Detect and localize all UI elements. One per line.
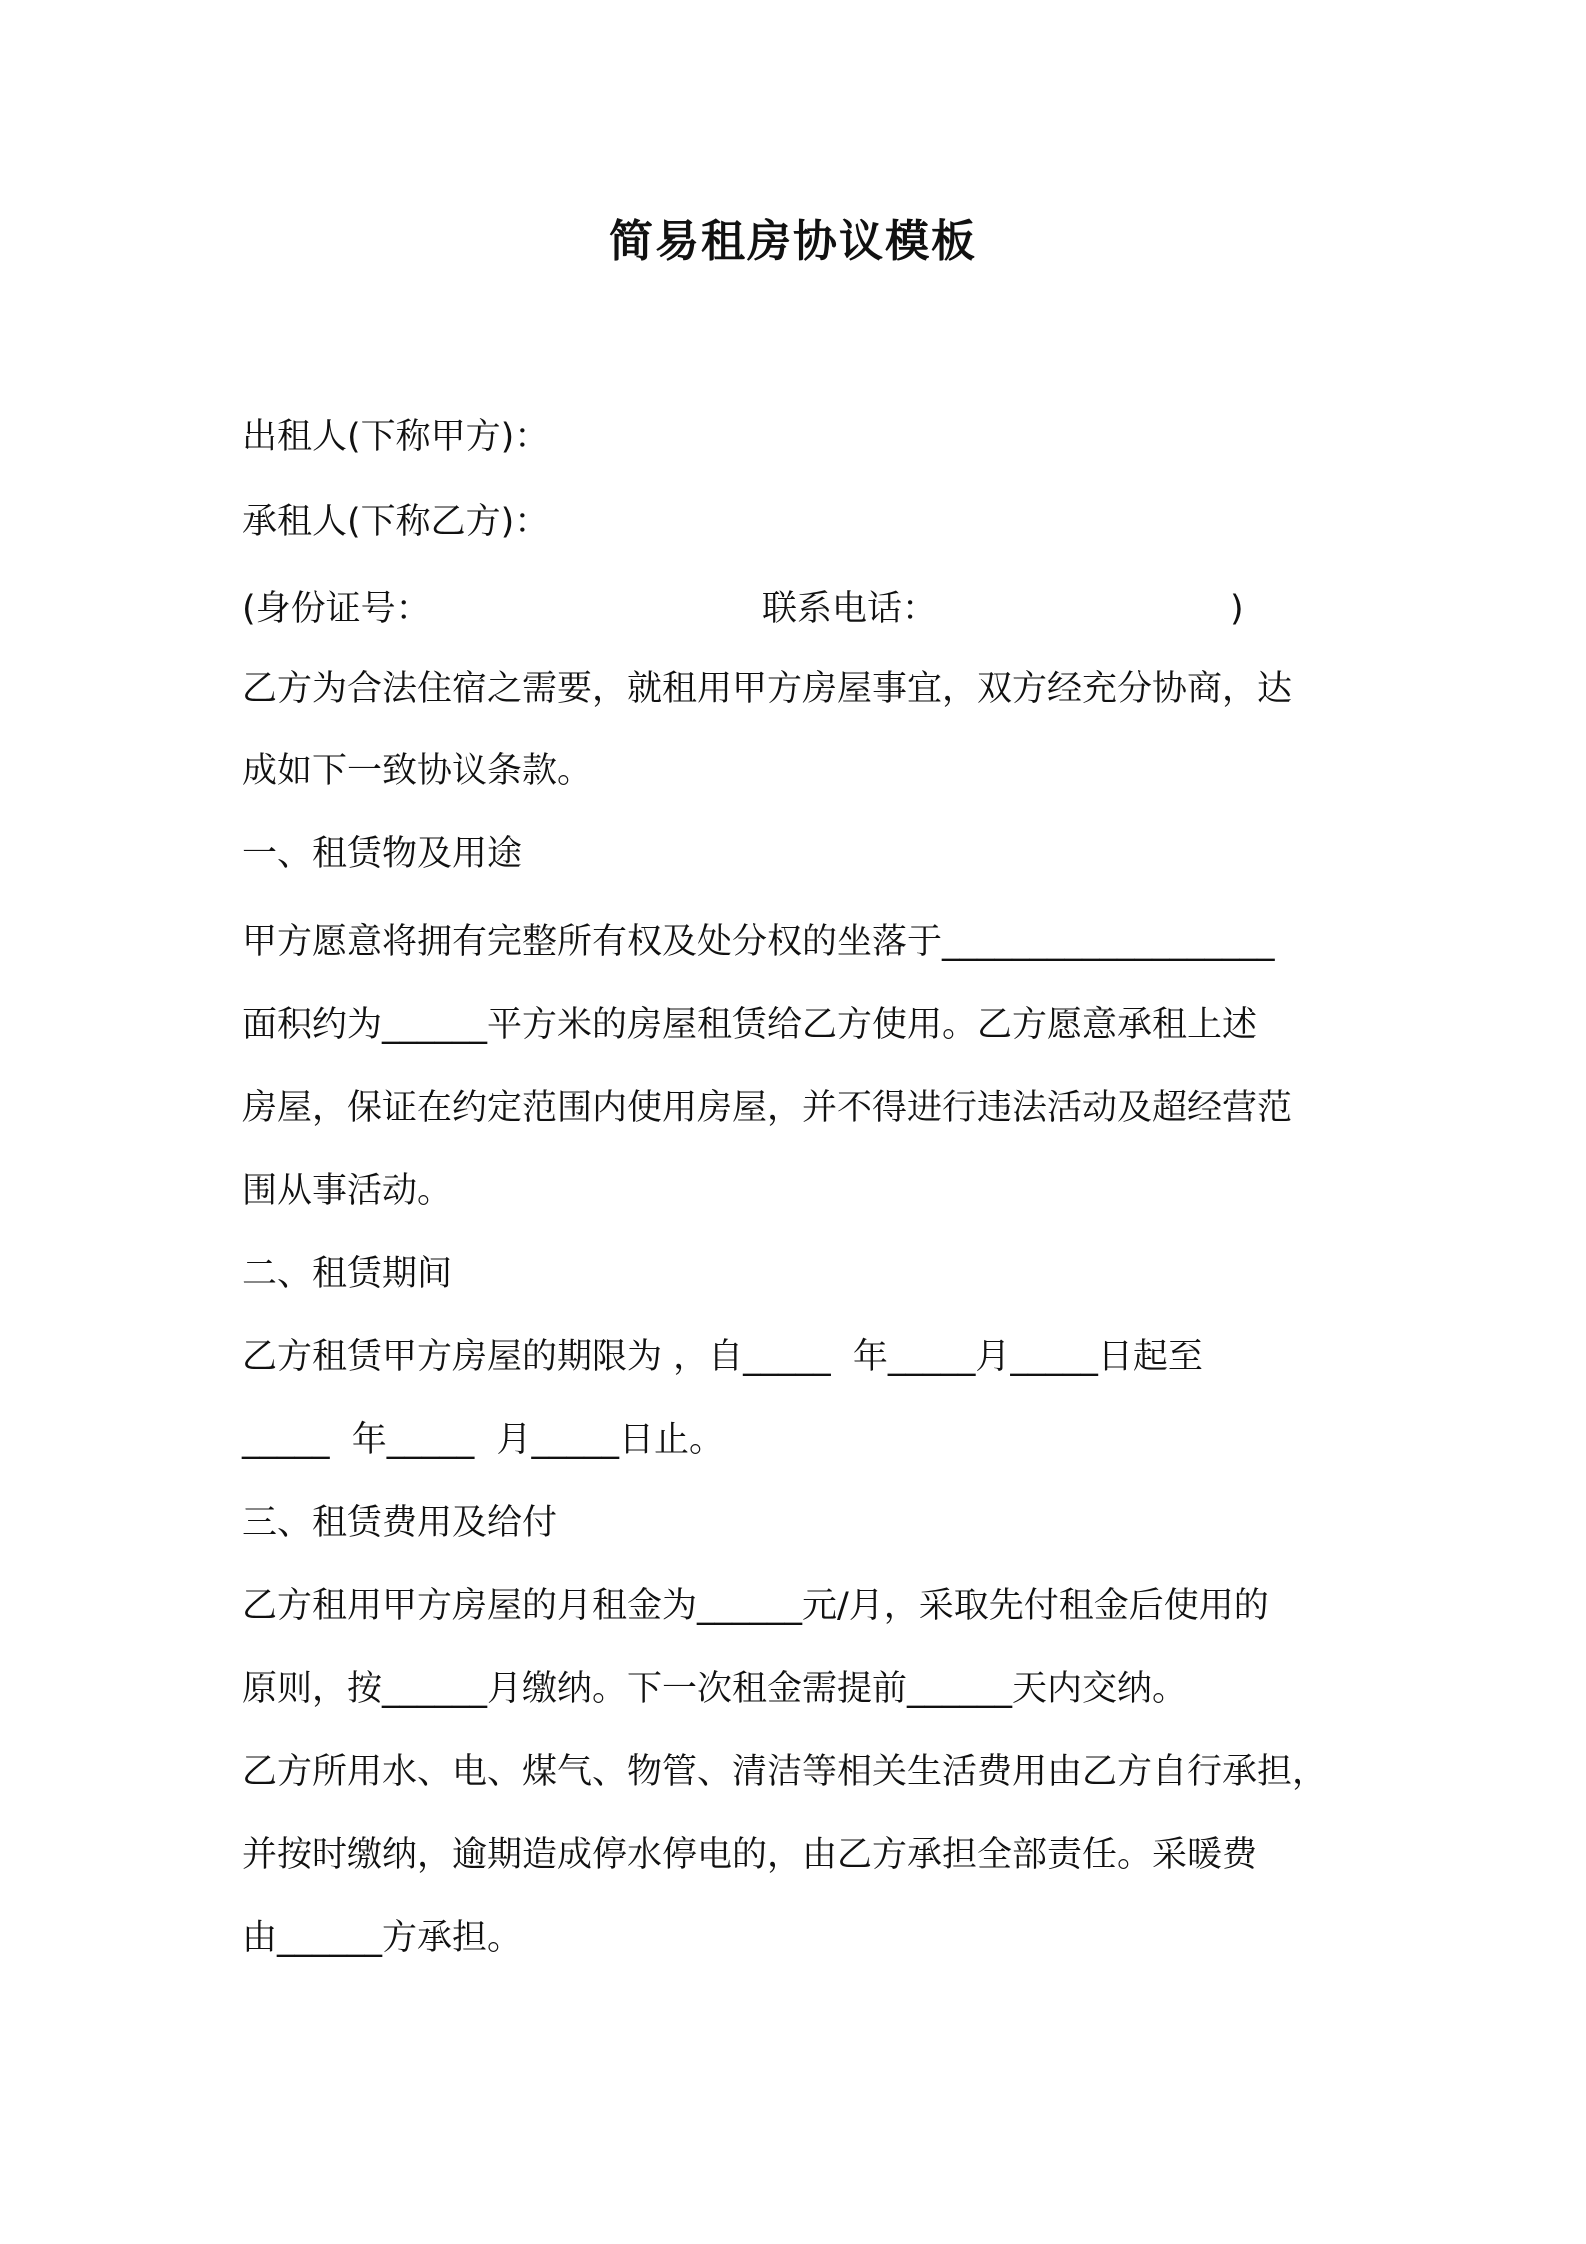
section1-paragraph-line: 围从事活动。 (242, 1171, 453, 1211)
id-number-label: (身份证号： (242, 589, 431, 629)
lessor-label: 出租人(下称甲方)： (242, 417, 550, 457)
section-heading-rent-payment: 三、租赁费用及给付 (242, 1503, 558, 1543)
document-title: 简易租房协议模板 (609, 216, 977, 267)
lessee-label: 承租人(下称乙方)： (242, 502, 550, 542)
section3-paragraph-line: 由______方承担。 (242, 1918, 523, 1958)
phone-label: 联系电话： (762, 589, 938, 629)
id-close-paren: ) (1230, 589, 1244, 629)
section2-paragraph-line: _____ 年_____ 月_____日止。 (242, 1420, 725, 1460)
section3-paragraph-line: 并按时缴纳，逾期造成停水停电的，由乙方承担全部责任。采暖费 (242, 1835, 1258, 1875)
section-heading-premises: 一、租赁物及用途 (242, 834, 523, 874)
section3-paragraph-line: 原则，按______月缴纳。下一次租金需提前______天内交纳。 (242, 1669, 1188, 1709)
intro-paragraph-line: 乙方为合法住宿之需要，就租用甲方房屋事宜，双方经充分协商，达 (242, 669, 1293, 709)
section1-paragraph-line: 房屋，保证在约定范围内使用房屋，并不得进行违法活动及超经营范 (242, 1088, 1293, 1128)
section-heading-lease-term: 二、租赁期间 (242, 1254, 453, 1294)
section2-paragraph-line: 乙方租赁甲方房屋的期限为 ，自_____ 年_____月_____日起至 (242, 1337, 1203, 1377)
section1-paragraph-line: 甲方愿意将拥有完整所有权及处分权的坐落于___________________ (242, 922, 1275, 962)
section3-paragraph-line: 乙方租用甲方房屋的月租金为______元/月，采取先付租金后使用的 (242, 1586, 1269, 1626)
intro-paragraph-line: 成如下一致协议条款。 (242, 751, 593, 791)
section1-paragraph-line: 面积约为______平方米的房屋租赁给乙方使用。乙方愿意承租上述 (242, 1005, 1258, 1045)
section3-paragraph-line: 乙方所用水、电、煤气、物管、清洁等相关生活费用由乙方自行承担， (242, 1752, 1328, 1792)
